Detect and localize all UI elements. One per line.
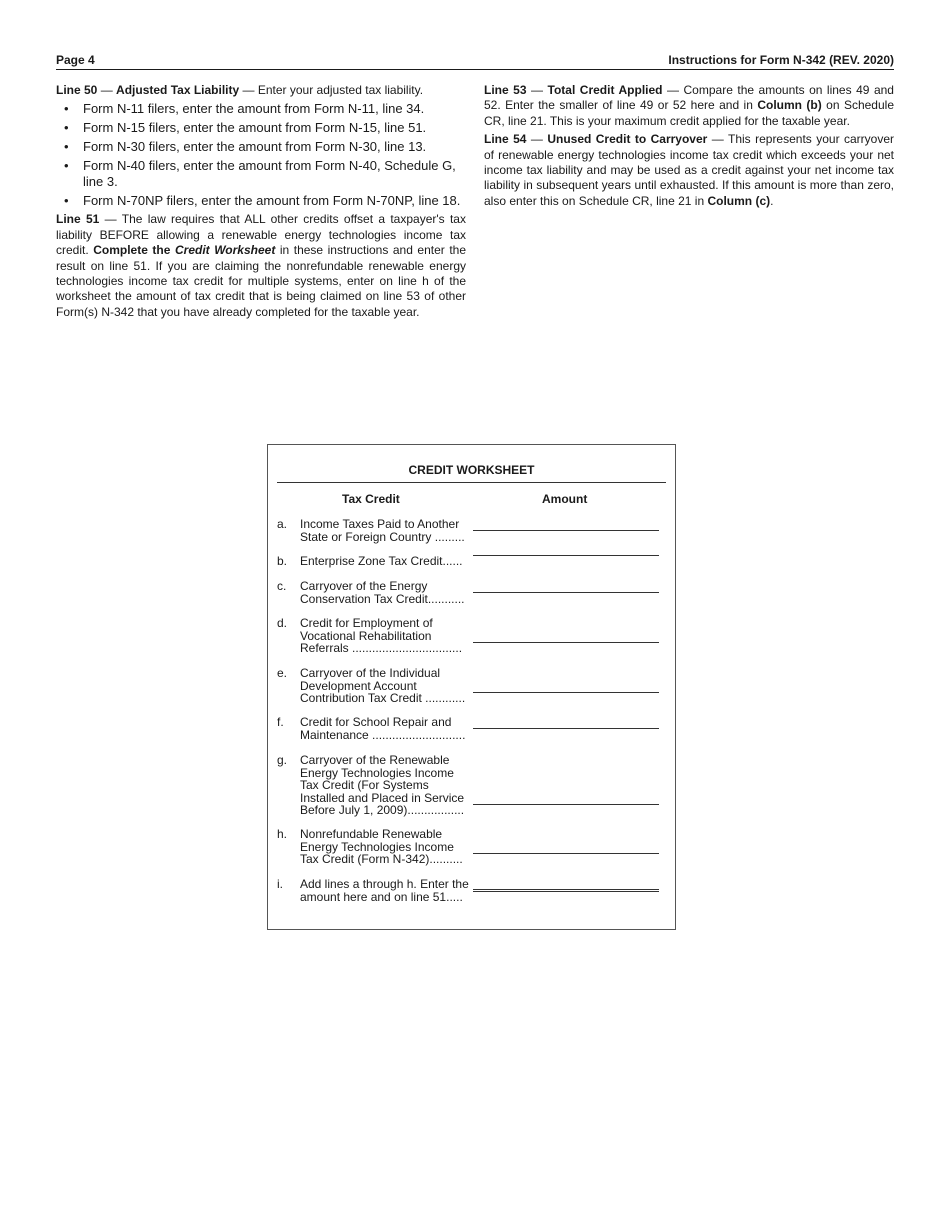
amount-input-e[interactable] (473, 692, 659, 693)
row-label: Credit for Employment of Vocational Rehabilitation Referrals ................................. (300, 616, 463, 656)
row-label: Nonrefundable Renewable Energy Technologies Income Tax Credit (Form N-342).......... (300, 827, 463, 867)
credit-worksheet-ref: Credit Worksheet (174, 243, 276, 258)
line-50-title: Adjusted Tax Liability (116, 83, 240, 97)
line-51-paragraph (56, 212, 466, 320)
row-letter: i. (277, 877, 283, 891)
row-letter: h. (277, 827, 288, 841)
amount-input-d[interactable] (473, 642, 659, 643)
list-item: • Form N-30 filers, enter the amount from Form N-30, line 13. (64, 139, 427, 155)
total-amount-input[interactable] (473, 889, 659, 892)
line-50-paragraph (56, 83, 466, 98)
form-title: Instructions for Form N-342 (REV. 2020) (668, 53, 894, 67)
row-label: Carryover of the Individual Development Account Contribution Tax Credit ............ (300, 666, 466, 706)
tax-credit-header: Tax Credit (342, 492, 400, 506)
line-54-text2: . (770, 193, 774, 208)
amount-header: Amount (542, 492, 588, 506)
line-53-paragraph (484, 83, 894, 129)
bullet-text: Form N-40 filers, enter the amount from Form N-40, Schedule G, line 3. (83, 158, 456, 190)
line-53-title: Total Credit Applied (547, 83, 663, 97)
bullet-text: Form N-30 filers, enter the amount from Form N-30, line 13. (83, 139, 427, 155)
row-label: Enterprise Zone Tax Credit...... (300, 554, 463, 568)
left-column (56, 83, 466, 323)
line-54-text1: — This represents your carryover of renewable energy technologies income tax credit which exceeds your net income tax liability and may be used as a credit against your net income tax liability in subsequent years until exhausted. If this amount is more than zero, also enter this on Schedule CR, line 21 in (484, 132, 895, 208)
list-item: • Form N-15 filers, enter the amount from Form N-15, line 51. (64, 120, 427, 136)
amount-input-g[interactable] (473, 804, 659, 805)
page-header (56, 53, 894, 70)
line-51-bold: Complete the (93, 243, 175, 258)
page-number: Page 4 (56, 53, 95, 67)
amount-input-a[interactable] (473, 530, 659, 531)
line-54-label: Line 54 (484, 132, 527, 147)
row-letter: b. (277, 554, 288, 568)
row-letter: e. (277, 666, 288, 680)
line-50-text: — Enter your adjusted tax liability. (239, 83, 424, 97)
worksheet-title: CREDIT WORKSHEET (408, 463, 535, 477)
bullet-text: Form N-70NP filers, enter the amount from Form N-70NP, line 18. (83, 193, 461, 209)
row-letter: a. (277, 517, 288, 531)
list-item: • Form N-40 filers, enter the amount from Form N-40, Schedule G, line 3. (64, 158, 456, 190)
list-item: • Form N-70NP filers, enter the amount from Form N-70NP, line 18. (64, 193, 461, 209)
line-50-bullets (56, 101, 466, 209)
worksheet-divider (277, 482, 666, 483)
right-column (484, 83, 894, 212)
line-51-text1: — The law requires that ALL other credits offset a taxpayer's tax liability BEFORE allowing a renewable energy technologies income tax credit. (56, 212, 466, 258)
credit-worksheet (267, 444, 676, 930)
list-item: • Form N-11 filers, enter the amount from Form N-11, line 34. (64, 101, 425, 117)
amount-input-f[interactable] (473, 728, 659, 729)
line-53-bold: Column (b) (757, 98, 822, 113)
row-label: Income Taxes Paid to Another State or Foreign Country ......... (300, 517, 465, 544)
line-54-bold: Column (c) (707, 193, 771, 208)
amount-input-c[interactable] (473, 592, 659, 593)
line-53-text2: on Schedule CR, line 21. This is your maximum credit applied for the taxable year. (484, 98, 894, 128)
bullet-text: Form N-15 filers, enter the amount from Form N-15, line 51. (83, 120, 427, 136)
row-letter: c. (277, 579, 287, 593)
amount-input-h[interactable] (473, 853, 659, 854)
row-label: Carryover of the Renewable Energy Technologies Income Tax Credit (For Systems Installed and Placed in Service Before July 1, 2009)................. (300, 753, 465, 818)
bullet-text: Form N-11 filers, enter the amount from Form N-11, line 34. (83, 101, 425, 117)
line-53-label: Line 53 (484, 83, 527, 97)
line-53-text1: — Compare the amounts on lines 49 and 52. Enter the smaller of line 49 or 52 here and in (484, 83, 894, 113)
line-51-text2: in these instructions and enter the result on line 51. If you are claiming the nonrefundable renewable energy technologies income tax credit for multiple systems, enter on line h of the worksheet the amount of tax credit that is being claimed on line 53 of other Form(s) N-342 that you have already completed for the taxable year. (56, 243, 467, 319)
row-label: Add lines a through h. Enter the amount here and on line 51..... (300, 877, 469, 904)
row-label: Carryover of the Energy Conservation Tax Credit........... (300, 579, 465, 606)
line-54-dash: — (526, 132, 548, 147)
line-51-label: Line 51 (56, 212, 100, 227)
row-letter: d. (277, 616, 288, 630)
row-letter: g. (277, 753, 288, 767)
line-54-paragraph (484, 132, 894, 209)
row-label: Credit for School Repair and Maintenance ............................ (300, 715, 466, 742)
line-53-dash: — (526, 83, 548, 97)
line-54-title: Unused Credit to Carryover (547, 132, 708, 147)
amount-input-b[interactable] (473, 555, 659, 556)
row-letter: f. (277, 715, 284, 729)
line-50-dash: — (97, 83, 117, 97)
line-50-label: Line 50 (56, 83, 98, 97)
